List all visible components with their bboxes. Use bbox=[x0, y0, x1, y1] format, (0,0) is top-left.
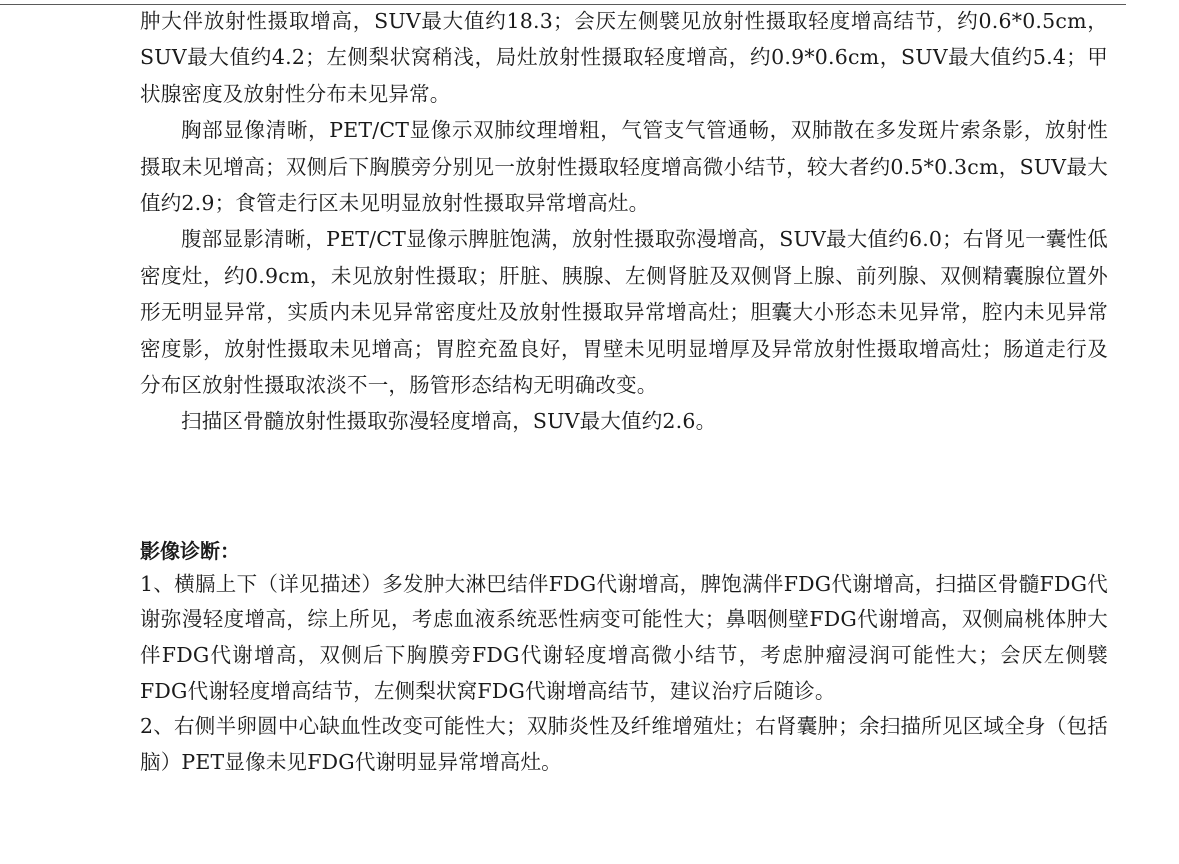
findings-chest-paragraph: 胸部显像清晰，PET/CT显像示双肺纹理增粗，气管支气管通畅，双肺散在多发斑片索条影，放射性摄取未见增高；双侧后下胸膜旁分别见一放射性摄取轻度增高微小结节，较大者约0.5*0.3cm，SUV最大值约2.9；食管走行区未见明显放射性摄取异常增高灶。 bbox=[140, 118, 1108, 216]
findings-abdomen-paragraph: 腹部显影清晰，PET/CT显像示脾脏饱满，放射性摄取弥漫增高，SUV最大值约6.0；右肾见一囊性低密度灶，约0.9cm，未见放射性摄取；肝脏、胰腺、左侧肾脏及双侧肾上腺、前列腺、双侧精囊腺位置外形无明显异常，实质内未见异常密度灶及放射性摄取异常增高灶；胆囊大小形态未见异常，腔内未见异常密度影，放射性摄取未见增高；胃腔充盈良好，胃壁未见明显增厚及异常放射性摄取增高灶；肠道走行及分布区放射性摄取浓淡不一，肠管形态结构无明确改变。 bbox=[140, 227, 1108, 398]
findings-neck-paragraph: 肿大伴放射性摄取增高，SUV最大值约18.3；会厌左侧襞见放射性摄取轻度增高结节，约0.6*0.5cm，SUV最大值约4.2；左侧梨状窝稍浅，局灶放射性摄取轻度增高，约0.9*0.6cm，SUV最大值约5.4；甲状腺密度及放射性分布未见异常。 bbox=[140, 9, 1108, 106]
diagnosis-heading: 影像诊断： bbox=[140, 538, 240, 563]
findings-bone-marrow-paragraph: 扫描区骨髓放射性摄取弥漫轻度增高，SUV最大值约2.6。 bbox=[181, 409, 717, 434]
report-page bbox=[140, 0, 1108, 780]
section-spacer bbox=[140, 440, 1108, 535]
diagnosis-item-2: 2、右侧半卵圆中心缺血性改变可能性大；双肺炎性及纤维增殖灶；右肾囊肿；余扫描所见区域全身（包括脑）PET显像未见FDG代谢明显异常增高灶。 bbox=[140, 714, 1108, 774]
diagnosis-item-1: 1、横膈上下（详见描述）多发肿大淋巴结伴FDG代谢增高，脾饱满伴FDG代谢增高，扫描区骨髓FDG代谢弥漫轻度增高，综上所见，考虑血液系统恶性病变可能性大；鼻咽侧壁FDG代谢增高，双侧扁桃体肿大伴FDG代谢增高，双侧后下胸膜旁FDG代谢轻度增高微小结节，考虑肿瘤浸润可能性大；会厌左侧襞FDG代谢轻度增高结节，左侧梨状窝FDG代谢增高结节，建议治疗后随诊。 bbox=[140, 571, 1108, 703]
